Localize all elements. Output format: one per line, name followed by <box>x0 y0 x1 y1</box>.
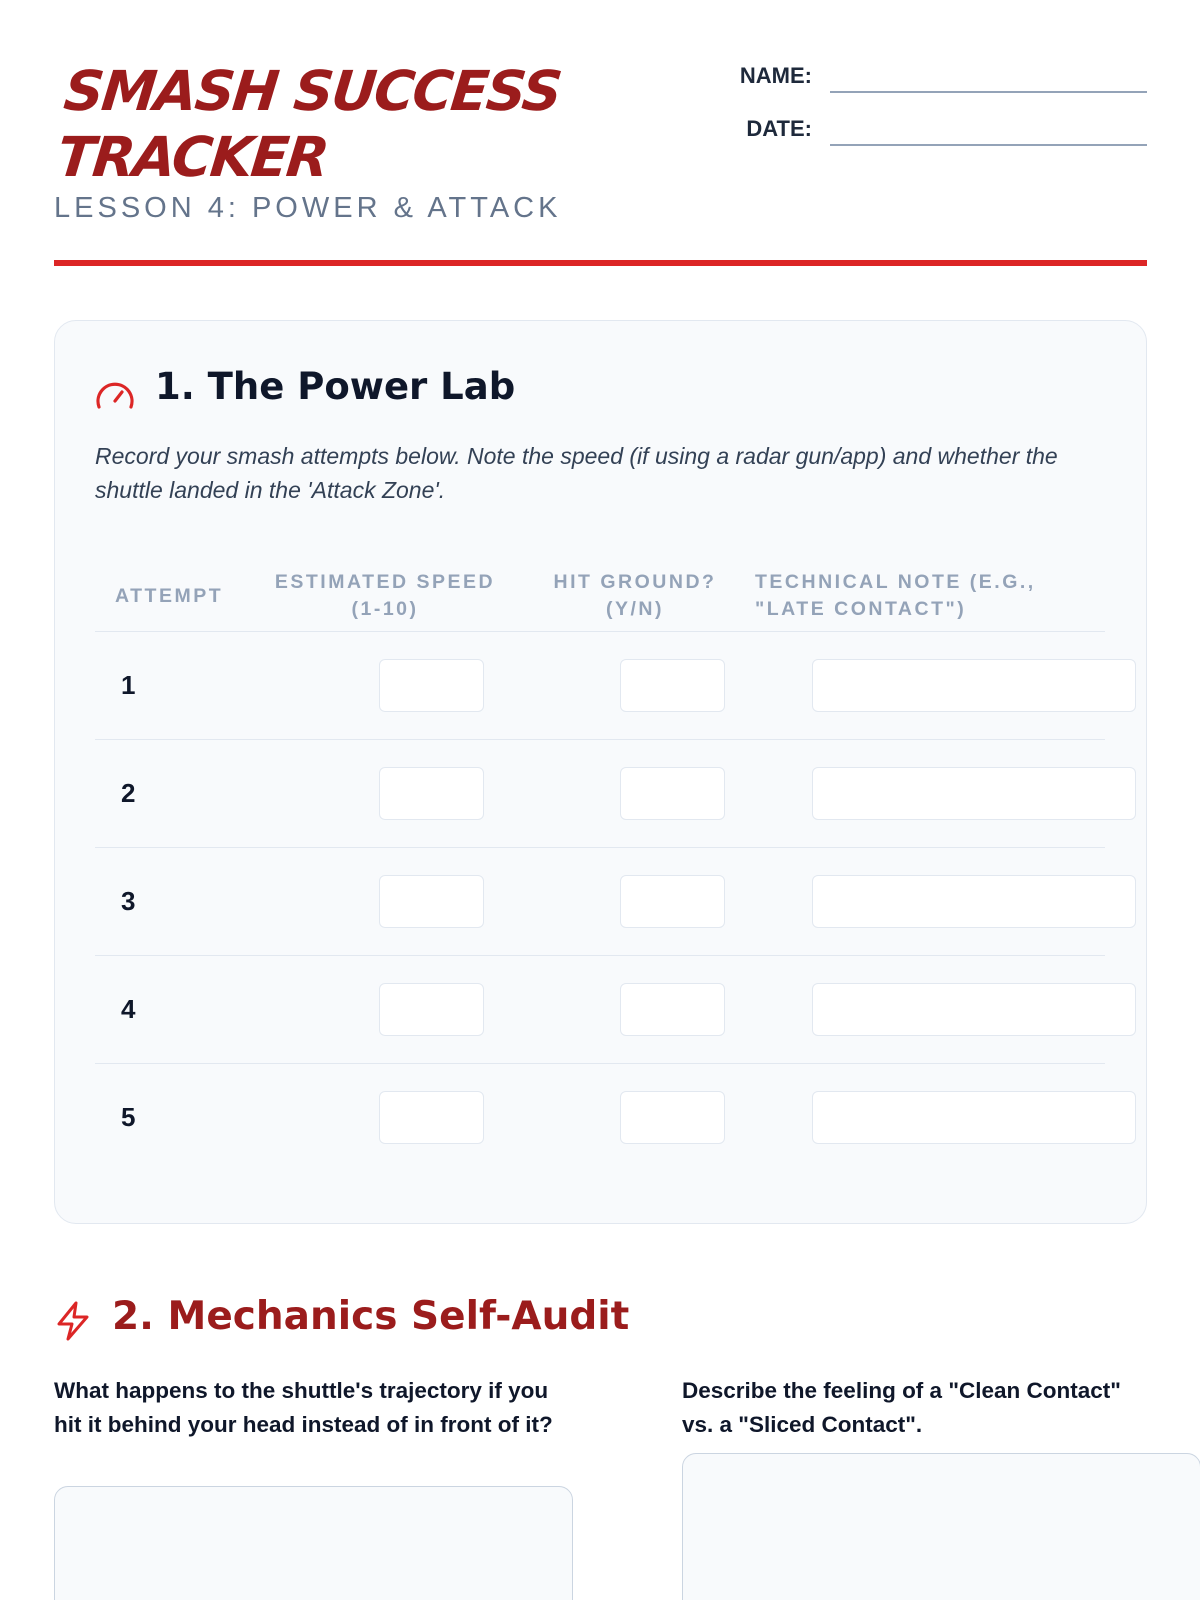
hit-ground-input[interactable] <box>620 767 725 820</box>
attempt-number: 4 <box>121 994 136 1024</box>
date-field-row <box>710 110 1147 150</box>
technical-note-input[interactable] <box>812 875 1136 928</box>
column-header-attempt: ATTEMPT <box>115 585 224 607</box>
question-contact-feeling: Describe the feeling of a "Clean Contact" vs. a "Sliced Contact". <box>682 1378 1121 1437</box>
technical-note-input[interactable] <box>812 659 1136 712</box>
name-field-row <box>710 57 1147 97</box>
name-field[interactable] <box>830 91 1147 93</box>
column-header-hit-ground: HIT GROUND? (Y/N) <box>553 571 717 620</box>
section-1-title: 1. The Power Lab <box>155 365 516 408</box>
date-label: DATE: <box>746 116 812 141</box>
column-header-technical-note: TECHNICAL NOTE (E.G., "LATE CONTACT") <box>755 571 1036 620</box>
attempt-number: 5 <box>121 1102 136 1132</box>
answer-box-contact-feeling[interactable] <box>682 1453 1200 1600</box>
technical-note-input[interactable] <box>812 1091 1136 1144</box>
hit-ground-input[interactable] <box>620 659 725 712</box>
date-field[interactable] <box>830 144 1147 146</box>
name-label: NAME: <box>739 63 812 88</box>
speed-input[interactable] <box>379 983 484 1036</box>
speed-input[interactable] <box>379 659 484 712</box>
answer-box-trajectory[interactable] <box>54 1486 573 1600</box>
speed-input[interactable] <box>379 875 484 928</box>
table-row <box>95 631 1105 739</box>
attempt-number: 3 <box>121 886 136 916</box>
section-1-description: Record your smash attempts below. Note the speed (if using a radar gun/app) and whether the shuttle landed in the 'Attack Zone'. <box>95 443 1058 503</box>
page-subtitle: LESSON 4: POWER & ATTACK <box>54 192 562 224</box>
technical-note-input[interactable] <box>812 983 1136 1036</box>
header-divider <box>54 260 1147 266</box>
attempt-number: 1 <box>121 670 136 700</box>
table-row <box>95 847 1105 955</box>
speed-input[interactable] <box>379 767 484 820</box>
technical-note-input[interactable] <box>812 767 1136 820</box>
question-trajectory: What happens to the shuttle's trajectory if you hit it behind your head instead of in front of it? <box>54 1378 553 1437</box>
speed-input[interactable] <box>379 1091 484 1144</box>
section-2-title: 2. Mechanics Self-Audit <box>112 1294 630 1339</box>
hit-ground-input[interactable] <box>620 983 725 1036</box>
table-row <box>95 739 1105 847</box>
power-lab-card <box>54 320 1147 1224</box>
worksheet-page <box>54 0 1147 1600</box>
attempt-number: 2 <box>121 778 136 808</box>
page-title: SMASH SUCCESS TRACKER <box>54 59 564 189</box>
lightning-icon <box>54 1300 92 1342</box>
hit-ground-input[interactable] <box>620 875 725 928</box>
table-row <box>95 955 1105 1063</box>
hit-ground-input[interactable] <box>620 1091 725 1144</box>
speedometer-icon <box>95 375 135 415</box>
column-header-speed: ESTIMATED SPEED (1-10) <box>274 571 496 620</box>
table-row <box>95 1063 1105 1171</box>
